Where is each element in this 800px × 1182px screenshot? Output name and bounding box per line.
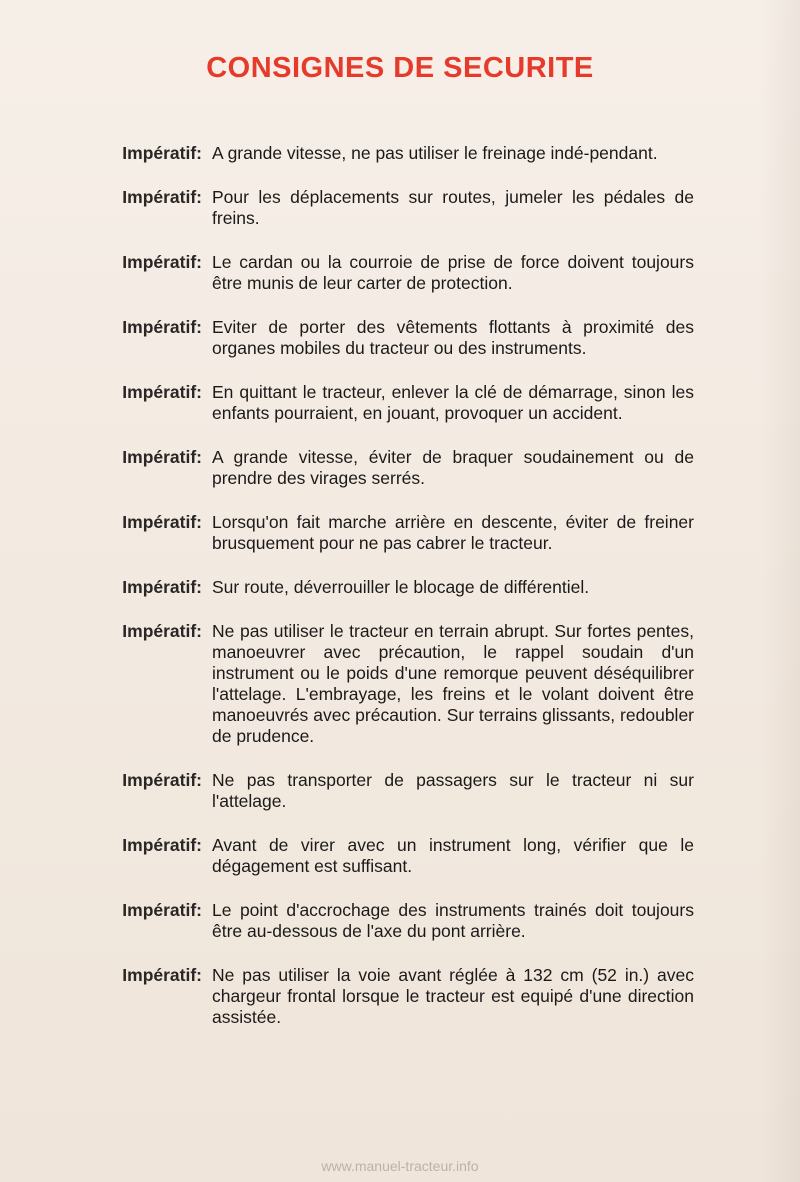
rule-text: A grande vitesse, ne pas utiliser le freinage indé-pendant. [212, 143, 658, 163]
safety-rule [0, 512, 800, 554]
rule-text: Ne pas utiliser le tracteur en terrain abrupt. Sur fortes pentes, manoeuvrer avec précaution, le rappel soudain d'un instrument ou le poids d'une remorque peuvent déséquilibrer l'attelage. L'embrayage, les freins et le volant doivent être manoeuvrés avec précaution. Sur terrains glissants, redoubler de prudence. [212, 621, 694, 746]
rule-text: Eviter de porter des vêtements flottants à proximité des organes mobiles du tracteur ou des instruments. [212, 317, 694, 358]
rule-label: Impératif: [122, 252, 202, 272]
rule-text: En quittant le tracteur, enlever la clé de démarrage, sinon les enfants pourraient, en jouant, provoquer un accident. [212, 382, 694, 423]
rule-text: Ne pas transporter de passagers sur le tracteur ni sur l'attelage. [212, 770, 694, 811]
rule-label: Impératif: [122, 900, 202, 920]
rule-label: Impératif: [122, 317, 202, 337]
safety-rule [0, 577, 800, 598]
rule-text: A grande vitesse, éviter de braquer soudainement ou de prendre des virages serrés. [212, 447, 694, 488]
rule-label: Impératif: [122, 770, 202, 790]
rule-label: Impératif: [122, 512, 202, 532]
safety-rule [0, 252, 800, 294]
rule-label: Impératif: [122, 382, 202, 402]
safety-rule [0, 900, 800, 942]
rule-text: Le cardan ou la courroie de prise de force doivent toujours être munis de leur carter de protection. [212, 252, 694, 293]
safety-rule [0, 447, 800, 489]
page-title: CONSIGNES DE SECURITE [206, 52, 594, 84]
safety-rule [0, 187, 800, 229]
safety-rule [0, 382, 800, 424]
rule-label: Impératif: [122, 965, 202, 985]
rule-label: Impératif: [122, 447, 202, 467]
rule-text: Sur route, déverrouiller le blocage de différentiel. [212, 577, 590, 597]
footer-watermark: www.manuel-tracteur.info [321, 1158, 479, 1174]
rule-text: Ne pas utiliser la voie avant réglée à 132 cm (52 in.) avec chargeur frontal lorsque le tracteur est equipé d'une direction assistée. [212, 965, 694, 1027]
safety-rules-list [0, 143, 800, 1051]
rule-text: Lorsqu'on fait marche arrière en descente, éviter de freiner brusquement pour ne pas cabrer le tracteur. [212, 512, 694, 553]
safety-rule [0, 317, 800, 359]
rule-label: Impératif: [122, 835, 202, 855]
safety-rule [0, 770, 800, 812]
safety-rule [0, 835, 800, 877]
page-edge-shadow [760, 0, 800, 1182]
rule-label: Impératif: [122, 143, 202, 163]
rule-text: Pour les déplacements sur routes, jumeler les pédales de freins. [212, 187, 694, 228]
rule-label: Impératif: [122, 621, 202, 641]
rule-text: Le point d'accrochage des instruments trainés doit toujours être au-dessous de l'axe du pont arrière. [212, 900, 694, 941]
safety-rule [0, 965, 800, 1028]
safety-rule [0, 621, 800, 747]
rule-label: Impératif: [122, 577, 202, 597]
rule-text: Avant de virer avec un instrument long, vérifier que le dégagement est suffisant. [212, 835, 694, 876]
safety-rule [0, 143, 800, 164]
rule-label: Impératif: [122, 187, 202, 207]
